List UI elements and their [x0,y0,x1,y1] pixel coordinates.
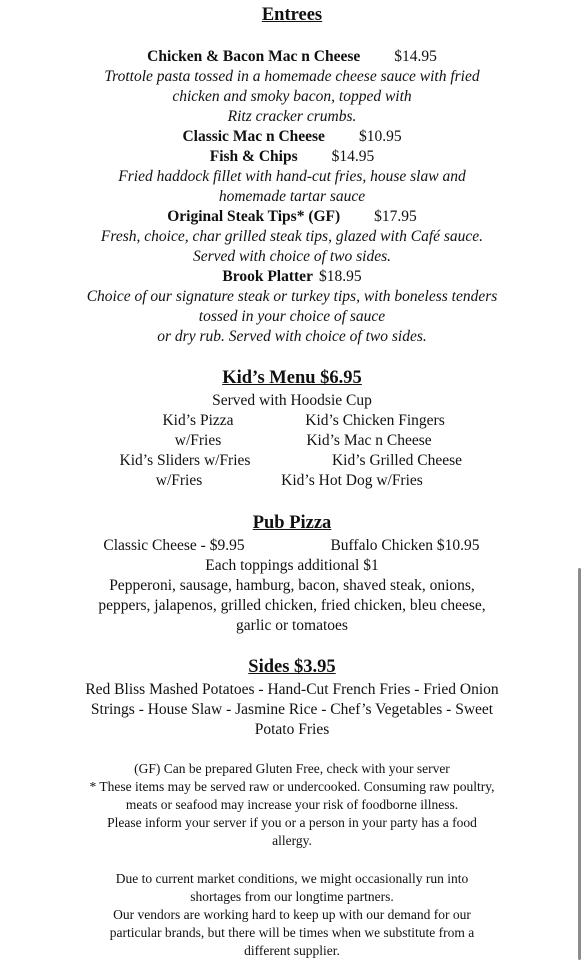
kids-item: Kid’s Pizza [162,412,234,429]
item-price: $14.95 [394,48,437,65]
market-note: shortages from our longtime partners. [190,889,394,904]
kids-item: w/Fries [155,472,203,489]
item-description: chicken and smoky bacon, topped with [172,88,412,105]
item-name: Classic Mac n Cheese [182,128,325,145]
item-description: Trottole pasta tossed in a homemade cheese sauce with fried [104,68,480,85]
market-note: particular brands, but there will be times when we substitute from a [109,925,475,940]
kids-menu-subtitle: Served with Hoodsie Cup [212,392,372,409]
kids-item: Kid’s Chicken Fingers [305,412,445,429]
kids-menu-heading: Kid’s Menu $6.95 [222,368,362,388]
item-description: homemade tartar sauce [218,188,366,205]
pizza-toppings: Pepperoni, sausage, hamburg, bacon, shaved steak, onions, [109,577,475,594]
pizza-item: Buffalo Chicken $10.95 [330,537,480,554]
kids-item: Kid’s Grilled Cheese [331,452,462,469]
item-name: Fish & Chips [209,148,298,165]
market-note: Our vendors are working hard to keep up with our demand for our [113,907,471,922]
item-name: Original Steak Tips* (GF) [167,208,341,225]
item-description: Ritz cracker crumbs. [227,108,357,125]
item-description: or dry rub. Served with choice of two sides. [157,328,427,345]
sides-list: Red Bliss Mashed Potatoes - Hand-Cut French Fries - Fried Onion [85,681,499,698]
pizza-toppings: peppers, jalapenos, grilled chicken, fried chicken, bleu cheese, [98,597,486,614]
item-description: tossed in your choice of sauce [198,308,386,325]
market-note: different supplier. [244,943,340,958]
sides-list: Potato Fries [254,721,330,738]
item-price: $18.95 [318,268,362,285]
menu-item-steak-tips [0,207,584,227]
item-price: $14.95 [331,148,375,165]
item-description: Choice of our signature steak or turkey tips, with boneless tenders [86,288,498,305]
kids-item: Kid’s Hot Dog w/Fries [281,472,423,489]
item-description: Fried haddock fillet with hand-cut fries, house slaw and [118,168,466,185]
menu-item-classic-mac [0,127,584,147]
pizza-item: Classic Cheese - $9.95 [103,537,245,554]
item-price: $17.95 [374,208,417,225]
entrees-heading: Entrees [261,5,323,25]
item-description: Fresh, choice, char grilled steak tips, glazed with Café sauce. [100,228,484,245]
allergy-note: Please inform your server if you or a person in your party has a food [107,815,477,830]
allergy-note: meats or seafood may increase your risk of foodborne illness. [125,797,459,812]
scrollbar-thumb[interactable] [578,568,581,960]
item-name: Chicken & Bacon Mac n Cheese [147,48,361,65]
pizza-toppings: garlic or tomatoes [236,617,348,634]
kids-item: Kid’s Sliders w/Fries [119,452,251,469]
pub-pizza-heading: Pub Pizza [252,513,332,533]
pizza-toppings-note: Each toppings additional $1 [205,557,379,574]
item-price: $10.95 [358,128,402,145]
sides-list: Strings - House Slaw - Jasmine Rice - Chef’s Vegetables - Sweet [90,701,494,718]
menu-item-fish-chips [0,147,584,167]
market-note: Due to current market conditions, we might occasionally run into [115,871,469,886]
kids-item: w/Fries [174,432,222,449]
item-name: Brook Platter [222,268,313,285]
allergy-note: * These items may be served raw or undercooked. Consuming raw poultry, [89,779,495,794]
allergy-note: (GF) Can be prepared Gluten Free, check with your server [134,761,450,776]
menu-item-brook-platter [0,267,584,287]
sides-heading: Sides $3.95 [248,657,336,677]
kids-item: Kid’s Mac n Cheese [306,432,432,449]
allergy-note: allergy. [272,833,312,848]
menu-item-chicken-bacon-mac [0,47,584,67]
item-description: Served with choice of two sides. [192,248,392,265]
